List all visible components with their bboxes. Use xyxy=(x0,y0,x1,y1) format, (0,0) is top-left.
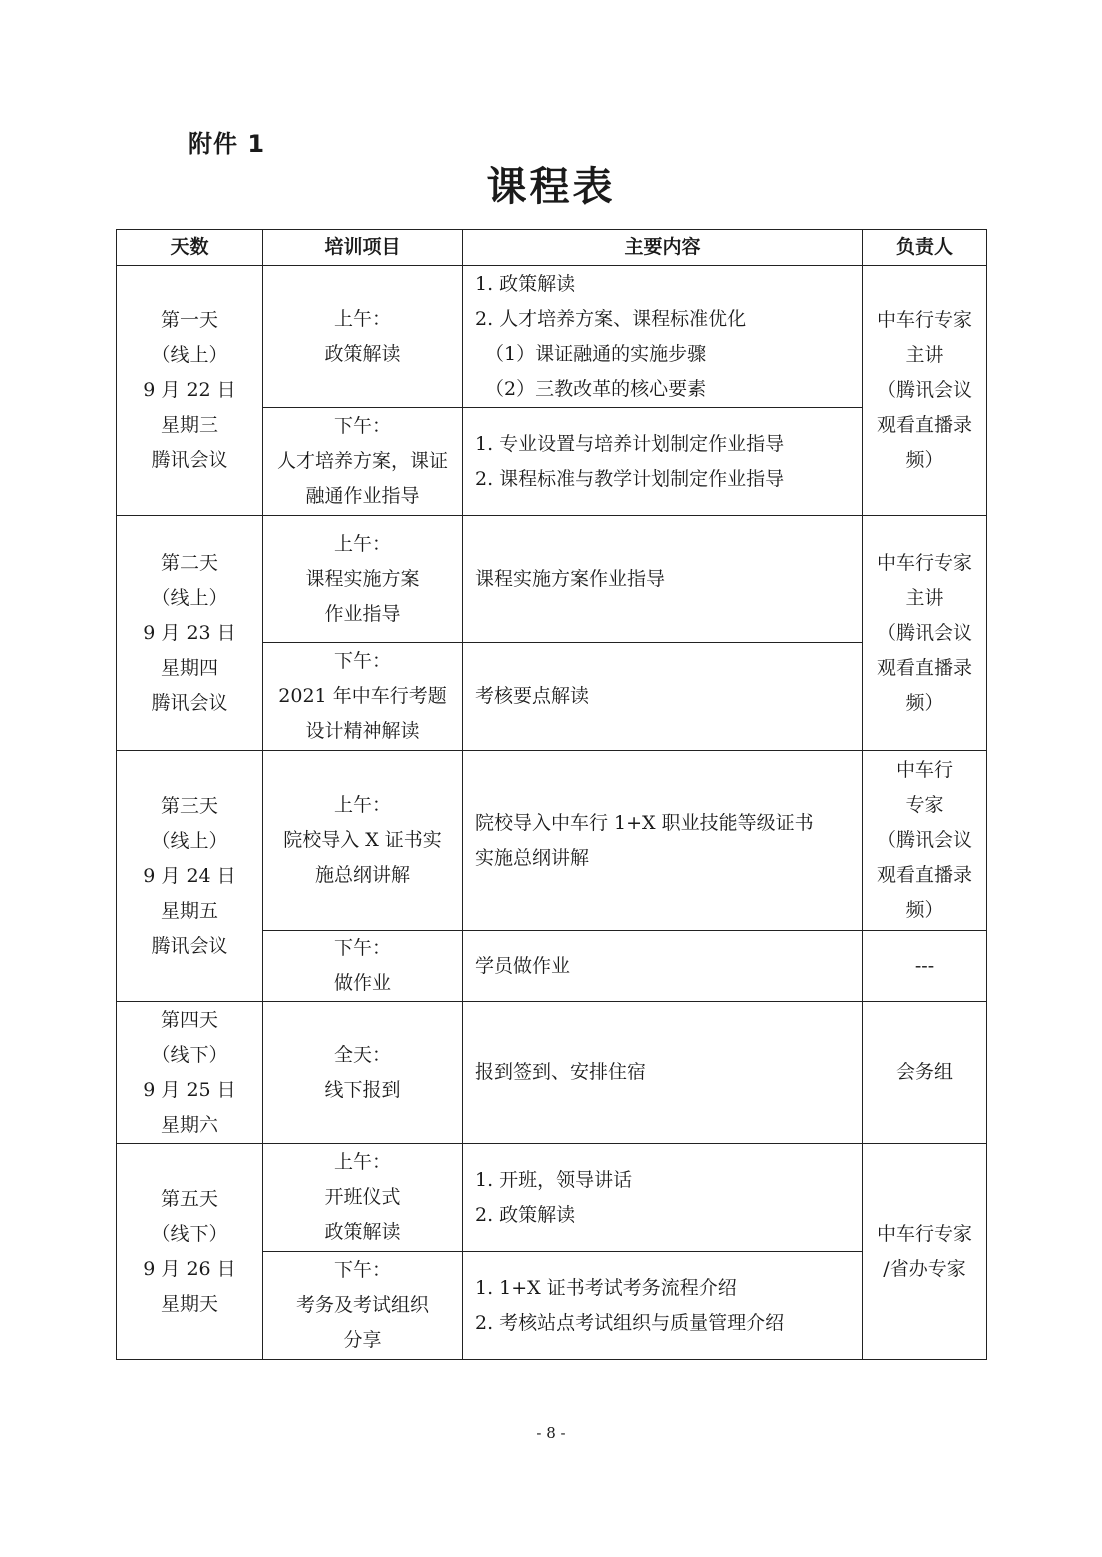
day-line: 第一天 xyxy=(160,309,218,331)
day-cell xyxy=(117,516,263,751)
day-cell xyxy=(117,266,263,516)
day-line: 腾讯会议 xyxy=(151,934,228,957)
attachment-label: 附件 1 xyxy=(188,130,266,158)
day-line: 腾讯会议 xyxy=(151,691,228,714)
day-line: 第二天 xyxy=(160,551,218,574)
day-line: 9 月 26 日 xyxy=(143,1257,236,1280)
day-line: 9 月 25 日 xyxy=(143,1078,236,1101)
table-row xyxy=(117,516,987,643)
item-line: 融通作业指导 xyxy=(305,485,420,507)
day-line: （线下） xyxy=(151,1043,228,1066)
day-cell xyxy=(117,751,263,1002)
day-line: 星期六 xyxy=(160,1113,218,1136)
content-line: 2. 课程标准与教学计划制定作业指导 xyxy=(475,467,785,490)
content-line: 报到签到、安排住宿 xyxy=(475,1061,647,1083)
schedule-table xyxy=(116,229,987,1360)
table-row xyxy=(117,1144,987,1252)
owner-line: 观看直播录 xyxy=(876,414,972,436)
owner-cell xyxy=(863,751,987,931)
owner-line: 观看直播录 xyxy=(876,864,972,886)
item-line: 全天： xyxy=(333,1043,391,1066)
owner-line: 主讲 xyxy=(905,586,944,609)
content-line: 1. 政策解读 xyxy=(475,272,576,295)
item-line: 课程实施方案 xyxy=(305,567,420,590)
content-line: 学员做作业 xyxy=(475,954,571,977)
day-line: （线上） xyxy=(151,344,228,366)
item-line: 上午： xyxy=(333,307,391,330)
day-line: 星期天 xyxy=(160,1292,218,1315)
item-cell xyxy=(263,516,463,643)
owner-cell xyxy=(863,1144,987,1360)
owner-line: 频） xyxy=(905,899,944,921)
owner-line: 中车行专家 xyxy=(876,551,972,574)
owner-line: 观看直播录 xyxy=(876,656,972,679)
item-line: 下午： xyxy=(333,937,391,959)
day-line: 第四天 xyxy=(160,1008,218,1031)
table-row xyxy=(117,1002,987,1144)
item-cell xyxy=(263,408,463,516)
page-number: - 8 - xyxy=(536,1424,566,1442)
table-row xyxy=(117,266,987,408)
day-line: 星期三 xyxy=(160,414,218,436)
item-cell xyxy=(263,1252,463,1360)
item-cell xyxy=(263,643,463,751)
item-line: 上午： xyxy=(333,1151,391,1173)
page-title: 课程表 xyxy=(486,164,616,210)
item-line: 施总纲讲解 xyxy=(314,864,410,886)
header-day: 天数 xyxy=(117,230,263,266)
item-line: 上午： xyxy=(333,794,391,816)
owner-cell xyxy=(863,266,987,516)
item-cell xyxy=(263,751,463,931)
item-line: 人才培养方案，课证 xyxy=(276,450,448,472)
item-cell xyxy=(263,1144,463,1252)
table-row xyxy=(117,751,987,931)
day-line: 9 月 22 日 xyxy=(143,379,236,401)
item-line: 上午： xyxy=(333,532,391,555)
content-line: （1）课证融通的实施步骤 xyxy=(485,342,707,365)
day-line: （线下） xyxy=(151,1222,228,1245)
owner-cell xyxy=(863,1002,987,1144)
item-line: 设计精神解读 xyxy=(305,720,420,742)
content-cell xyxy=(463,1144,863,1252)
item-line: 线下报到 xyxy=(324,1078,401,1101)
item-line: 考务及考试组织 xyxy=(295,1294,429,1316)
content-line: 2. 人才培养方案、课程标准优化 xyxy=(475,307,747,330)
owner-line: 主讲 xyxy=(905,344,944,366)
day-line: （线上） xyxy=(151,829,228,852)
item-line: 政策解读 xyxy=(324,342,401,365)
content-cell xyxy=(463,1002,863,1144)
item-line: 分享 xyxy=(343,1329,382,1351)
day-line: 9 月 24 日 xyxy=(143,864,236,887)
content-cell xyxy=(463,516,863,643)
content-line: 2. 政策解读 xyxy=(475,1203,576,1226)
owner-line: 中车行专家 xyxy=(876,309,972,331)
content-line: 1. 1+X 证书考试考务流程介绍 xyxy=(475,1276,737,1299)
item-cell xyxy=(263,266,463,408)
day-line: 腾讯会议 xyxy=(151,449,228,471)
owner-line: （腾讯会议 xyxy=(876,829,972,851)
content-line: 实施总纲讲解 xyxy=(475,846,590,869)
owner-line: --- xyxy=(914,954,935,977)
content-line: 课程实施方案作业指导 xyxy=(475,567,666,590)
item-line: 下午： xyxy=(333,415,391,437)
owner-line: 专家 xyxy=(905,794,944,816)
owner-line: 频） xyxy=(905,691,944,714)
owner-line: 中车行专家 xyxy=(876,1222,972,1245)
item-line: 下午： xyxy=(333,1259,391,1281)
item-line: 作业指导 xyxy=(324,602,401,625)
item-line: 开班仪式 xyxy=(324,1186,401,1208)
header-owner: 负责人 xyxy=(863,230,987,266)
content-line: 院校导入中车行 1+X 职业技能等级证书 xyxy=(475,811,814,834)
content-cell xyxy=(463,931,863,1002)
owner-line: （腾讯会议 xyxy=(876,621,972,644)
item-line: 做作业 xyxy=(333,972,391,994)
owner-line: （腾讯会议 xyxy=(876,379,972,401)
item-line: 政策解读 xyxy=(324,1221,401,1243)
content-cell xyxy=(463,266,863,408)
day-line: 第五天 xyxy=(160,1187,218,1210)
content-cell xyxy=(463,643,863,751)
table-header-row xyxy=(117,230,987,266)
day-cell xyxy=(117,1002,263,1144)
content-cell xyxy=(463,751,863,931)
item-cell xyxy=(263,931,463,1002)
owner-line: 会务组 xyxy=(895,1061,953,1083)
header-content: 主要内容 xyxy=(463,230,863,266)
content-cell xyxy=(463,1252,863,1360)
item-line: 院校导入 X 证书实 xyxy=(283,829,442,851)
item-line: 下午： xyxy=(333,650,391,672)
day-line: 星期五 xyxy=(160,899,218,922)
content-line: 2. 考核站点考试组织与质量管理介绍 xyxy=(475,1311,785,1334)
content-cell xyxy=(463,408,863,516)
owner-cell xyxy=(863,516,987,751)
owner-line: 频） xyxy=(905,449,944,471)
owner-line: /省办专家 xyxy=(883,1257,966,1280)
day-line: 9 月 23 日 xyxy=(143,621,236,644)
day-line: 星期四 xyxy=(160,656,218,679)
content-line: 1. 专业设置与培养计划制定作业指导 xyxy=(475,432,785,455)
owner-line: 中车行 xyxy=(895,759,953,781)
day-line: 第三天 xyxy=(160,794,218,817)
item-cell xyxy=(263,1002,463,1144)
item-line: 2021 年中车行考题 xyxy=(278,685,447,707)
content-line: （2）三教改革的核心要素 xyxy=(485,377,707,400)
day-line: （线上） xyxy=(151,586,228,609)
day-cell xyxy=(117,1144,263,1360)
owner-cell xyxy=(863,931,987,1002)
content-line: 1. 开班，领导讲话 xyxy=(475,1168,633,1191)
header-item: 培训项目 xyxy=(263,230,463,266)
content-line: 考核要点解读 xyxy=(475,685,590,707)
